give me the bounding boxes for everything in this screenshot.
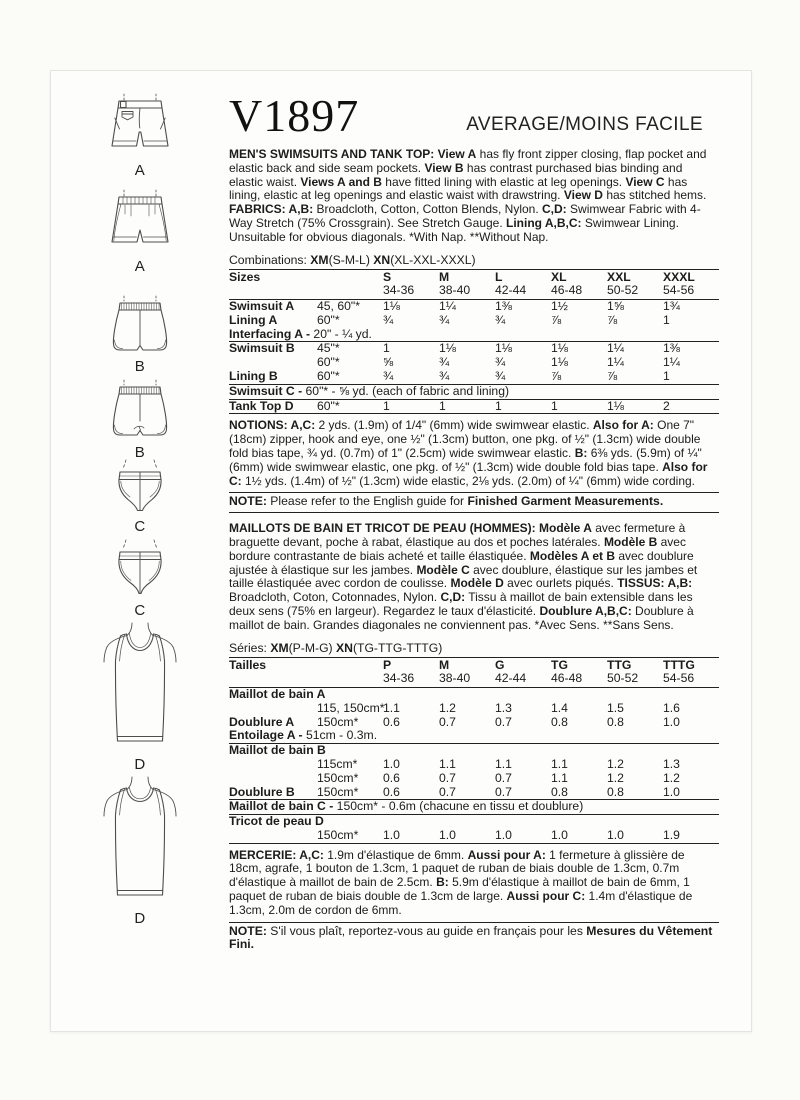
table-header-row [229, 270, 719, 300]
text-run: (P-M-G) [288, 640, 336, 655]
text-run: 1½ yds. (1.4m) of ½" (1.3cm) wide elastic, 2⅛ yds. (2.0m) of ¼" (6mm) wide cording. [241, 473, 696, 488]
table-cell: 150cm* [317, 770, 359, 785]
table-cell: ⅞ [607, 312, 618, 327]
table-cell: 0.7 [495, 770, 512, 785]
tank-d-back-drawing [96, 775, 184, 909]
text-run: MEN'S SWIMSUITS AND TANK TOP: [229, 147, 438, 161]
title-row [229, 87, 719, 139]
text-run: View C [625, 174, 665, 189]
table-cell: 60"* [317, 398, 340, 413]
text-run: 20" - ¼ yd. [310, 326, 372, 341]
table-cell: 1.1 [439, 756, 456, 771]
table-cell: Sizes [229, 269, 261, 284]
table-cell: S 34-36 [383, 269, 415, 297]
table-cell [229, 772, 317, 786]
text-run: Modèle D [450, 576, 504, 591]
table-cell: 1.3 [495, 700, 512, 715]
text-run: have fitted lining with elastic at leg openings. [381, 174, 626, 189]
table-cell: 0.7 [439, 714, 456, 729]
text-run: Broadcloth, Cotton, Cotton Blends, Nylon. [313, 202, 543, 217]
table-cell: 0.7 [495, 714, 512, 729]
text-run: Tricot de peau D [229, 814, 324, 829]
text-run: avec fermeture à braguette devant, poche à rabat, élastique au dos et poches latérales. [229, 521, 686, 549]
figure-label: A [134, 258, 146, 275]
text-run: NOTE: [229, 494, 267, 509]
text-run: Broadcloth, Coton, Cotonnades, Nylon. [229, 590, 441, 605]
table-cell: 0.6 [383, 770, 400, 785]
table-cell: 1.2 [439, 700, 456, 715]
text-run: View D [563, 188, 603, 203]
table-cell: Lining B [229, 368, 278, 383]
table-cell: 1¼ [607, 341, 624, 356]
tank-d-front-drawing [96, 621, 184, 755]
table-row [229, 688, 719, 702]
text-run: S'il vous plaît, reportez-vous au guide en français pour les [266, 923, 587, 938]
figure-label: B [134, 444, 146, 461]
text-run: 2 yds. (1.9m) of 1/4" (6mm) wide swimwear elastic. [315, 418, 593, 433]
table-cell: XXXL 54-56 [663, 269, 695, 297]
text-run: Please refer to the English guide for [266, 494, 468, 509]
text-run: XM [270, 640, 289, 655]
table-cell: 1 [551, 398, 558, 413]
table-cell: 1⅜ [663, 341, 680, 356]
text-run: has stitched hems. [602, 188, 707, 203]
text-run: 5.9m d'élastique à maillot de bain de 6mm, 1 paquet de ruban de biais double de 1.3cm de large. [229, 875, 690, 904]
text-run: 51cm - 0.3m. [302, 728, 378, 743]
table-cell: 1.5 [607, 700, 624, 715]
table-cell: XL 46-48 [551, 269, 583, 297]
table-cell: 1.0 [439, 827, 456, 842]
table-cell: Lining A [229, 312, 278, 327]
table-cell: 1.0 [495, 827, 512, 842]
text-run: MAILLOTS DE BAIN ET TRICOT DE PEAU (HOMMES): [229, 521, 539, 536]
combinations-line [229, 253, 719, 267]
table-cell: ¾ [439, 368, 450, 383]
table-cell: 0.8 [607, 714, 624, 729]
text-run: NOTE: [229, 923, 267, 938]
text-run: Aussi pour C: [506, 889, 586, 904]
table-row [229, 300, 719, 314]
table-cell: 1.0 [663, 784, 680, 799]
table-cell: 1.2 [607, 756, 624, 771]
text-run: Modèle B [603, 534, 658, 549]
text-run: 60"* - ⅝ yd. (each of fabric and lining) [302, 383, 510, 398]
text-run: Combinations: [229, 252, 311, 267]
text-run: has lining, elastic at leg openings and elastic waist with drawstring. [229, 174, 688, 203]
table-cell: 1¾ [663, 298, 680, 313]
briefs-c-back-drawing [106, 539, 174, 601]
table-cell: Swimsuit A [229, 298, 295, 313]
table-cell: 115cm* [317, 756, 358, 771]
text-run: Aussi pour A: [467, 847, 546, 862]
figure-view-d-front [96, 621, 184, 773]
text-run: 1.9m d'élastique de 6mm. [323, 847, 468, 862]
table-cell: 1⅛ [439, 341, 456, 356]
figure-view-a-back [104, 189, 176, 275]
table-row [229, 400, 719, 415]
english-note [229, 492, 719, 513]
text-run: Modèle C [416, 562, 470, 577]
table-row [229, 716, 719, 730]
table-cell: 1⅜ [495, 298, 512, 313]
figure-view-d-back [96, 775, 184, 927]
table-cell: 0.8 [551, 714, 568, 729]
table-cell: ⅞ [551, 368, 562, 383]
text-run: Lining A,B,C: [506, 215, 582, 230]
figure-view-a-front [104, 93, 176, 179]
table-cell: 0.7 [439, 770, 456, 785]
text-run: Finished Garment Measurements. [467, 494, 664, 509]
text-run: Entoilage A - [229, 728, 303, 743]
text-run: XN [373, 252, 391, 267]
text-run: Swimwear Lining. Unsuitable for obvious diagonals. *With Nap. **Without Nap. [229, 215, 679, 244]
table-cell: 60"* [317, 312, 340, 327]
table-cell: 1.1 [551, 770, 568, 785]
main-column [229, 87, 719, 955]
table-cell: 1.0 [551, 827, 568, 842]
table-cell [229, 758, 317, 772]
table-cell: XXL 50-52 [607, 269, 639, 297]
table-row [229, 829, 719, 844]
table-cell: 0.7 [439, 784, 456, 799]
table-cell: 1⅛ [383, 298, 400, 313]
table-row [229, 314, 719, 328]
text-run: 1 fermeture à glissière de 18cm, agrafe, 1 bouton de 1.3cm, 1 paquet de ruban de biais double de 1.3cm, 0.7m d'élastique à maillot de bain de 2.5cm. [229, 847, 685, 890]
table-cell: ¾ [495, 368, 506, 383]
french-description [229, 522, 719, 632]
table-cell: ¾ [383, 312, 394, 327]
table-cell: L 42-44 [495, 269, 527, 297]
mercerie-paragraph [229, 849, 719, 918]
table-cell: ¾ [383, 368, 394, 383]
table-cell [317, 271, 383, 297]
text-run: B: [574, 445, 588, 460]
text-run: MERCERIE: A,C: [229, 847, 324, 862]
table-cell: 1.0 [607, 827, 624, 842]
table-cell: P 34-36 [383, 657, 415, 685]
table-cell: Doublure B [229, 784, 295, 799]
table-cell: 1⅝ [607, 298, 624, 313]
figure-view-b-back [106, 379, 174, 461]
figure-view-b-front [106, 295, 174, 375]
text-run: 150cm* - 0.6m (chacune en tissu et doublure) [333, 799, 584, 814]
table-cell: 1 [383, 398, 390, 413]
table-cell: 1.1 [383, 700, 400, 715]
text-run: C,D: [440, 590, 466, 605]
text-run: has contrast purchased bias binding and elastic waist. [229, 160, 683, 189]
french-yardage-table [229, 657, 719, 844]
table-cell: 1 [663, 368, 670, 383]
text-run: XM [310, 252, 329, 267]
text-run: Séries: [229, 640, 271, 655]
text-run: XN [336, 640, 353, 655]
table-row [229, 815, 719, 829]
table-cell: ¾ [439, 355, 450, 370]
english-description [229, 148, 719, 245]
text-run: has fly front zipper closing, flap pocket and elastic back and side seam pockets. [229, 147, 707, 175]
table-cell: 115, 150cm* [317, 700, 385, 715]
table-row [229, 758, 719, 772]
table-cell: TTG 50-52 [607, 657, 639, 685]
table-cell: 1⅛ [551, 355, 568, 370]
figure-label: C [134, 518, 146, 535]
table-row [229, 786, 719, 801]
text-run: Doublure à maillot de bain. Grandes diagonales ne conviennent pas. *Avec Sens. **Sans Sens. [229, 603, 694, 632]
table-cell: 1.3 [663, 756, 680, 771]
table-cell [317, 659, 383, 685]
table-cell: 1¼ [663, 355, 680, 370]
text-run: avec bordure contrastante de biais acheté et taille élastiquée. [229, 534, 686, 563]
table-cell: 1 [663, 312, 670, 327]
table-cell: 1.2 [663, 770, 680, 785]
table-header-row [229, 658, 719, 688]
table-cell: 1.1 [551, 756, 568, 771]
figure-label: D [134, 756, 146, 773]
table-row [229, 800, 719, 815]
text-run: Doublure A,B,C: [539, 603, 632, 618]
notions-paragraph [229, 419, 719, 488]
text-run: Maillot de bain A [229, 686, 326, 701]
text-run: One 7" (18cm) zipper, hook and eye, one ½" (1.3cm) button, one pkg. of ½" (1.3cm) wide double fold bias tape, ¾ yd. (0.7m) of 1" (2.5cm) wide swimwear elastic. [229, 418, 701, 460]
table-cell: 1.2 [607, 770, 624, 785]
table-row [229, 370, 719, 385]
text-run: Maillot de bain B [229, 743, 326, 758]
table-row [229, 328, 719, 343]
table-cell: 1 [439, 398, 446, 413]
table-cell: ¾ [495, 355, 506, 370]
shorts-b-back-drawing [106, 379, 174, 443]
table-cell: Tailles [229, 657, 267, 672]
table-cell: M 38-40 [439, 269, 471, 297]
table-cell: 1¼ [439, 298, 456, 313]
table-cell: 2 [663, 398, 670, 413]
table-cell [229, 356, 317, 370]
table-cell: 1⅛ [607, 398, 624, 413]
table-row [229, 342, 719, 356]
text-run: View B [424, 160, 464, 175]
table-cell: 1⅛ [551, 341, 568, 356]
text-run: Modèles A et B [529, 548, 615, 563]
figure-view-c-front [106, 459, 174, 535]
table-row [229, 702, 719, 716]
text-run: Mesures du Vêtement Fini. [229, 923, 713, 952]
table-cell [229, 702, 317, 716]
table-cell: 0.6 [383, 714, 400, 729]
table-cell: Doublure A [229, 714, 295, 729]
figure-view-c-back [106, 539, 174, 619]
text-run: FABRICS: A,B: [229, 202, 314, 217]
text-run: avec doublure, élastique sur les jambes et taille élastiquée avec cordon de coulisse. [229, 562, 698, 591]
table-cell: ⅝ [383, 355, 394, 370]
pattern-envelope-back [50, 70, 752, 1032]
table-cell: 1½ [551, 298, 568, 313]
table-row [229, 356, 719, 370]
table-row [229, 729, 719, 744]
shorts-a-front-drawing [104, 93, 176, 161]
table-cell: ¾ [495, 312, 506, 327]
table-cell: ¾ [439, 312, 450, 327]
text-run: avec doublure ajustée à élastique sur les jambes. [229, 548, 694, 577]
table-cell: 45"* [317, 341, 340, 356]
shorts-a-back-drawing [104, 189, 176, 257]
series-line [229, 641, 719, 655]
table-cell: Swimsuit B [229, 341, 295, 356]
table-cell: 1¼ [607, 355, 624, 370]
text-run: 1.4m d'élastique de 1.3cm, 2.0m de cordon de 6mm. [229, 889, 693, 917]
text-run: (S-M-L) [328, 252, 374, 267]
table-cell: 1.9 [663, 827, 680, 842]
text-run: TISSUS: A,B: [617, 576, 693, 591]
figure-label: B [134, 358, 146, 375]
table-cell: 60"* [317, 368, 340, 383]
text-run: Swimwear Fabric with 4-Way Stretch (75% Crossgrain). See Stretch Gauge. [229, 202, 701, 230]
page-title: V1897 [229, 90, 360, 141]
table-cell: 0.8 [607, 784, 624, 799]
table-cell: 1.0 [383, 827, 400, 842]
shorts-b-front-drawing [106, 295, 174, 357]
table-cell: TG 46-48 [551, 657, 583, 685]
table-cell: ⅞ [607, 368, 618, 383]
table-cell: 1 [495, 398, 502, 413]
table-cell: 60"* [317, 355, 340, 370]
text-run: B: [436, 875, 449, 890]
table-cell: 150cm* [317, 784, 359, 799]
table-cell: 1.4 [551, 700, 568, 715]
table-cell: 1⅛ [495, 341, 512, 356]
text-run: C,D: [542, 202, 567, 217]
briefs-c-front-drawing [106, 459, 174, 517]
table-cell: Tank Top D [229, 398, 294, 413]
text-run: Swimsuit C - [229, 383, 303, 398]
table-cell: 1.0 [663, 714, 680, 729]
english-yardage-table [229, 269, 719, 415]
table-cell: 0.8 [551, 784, 568, 799]
table-cell: M 38-40 [439, 657, 471, 685]
text-run: Also for A: [592, 418, 654, 433]
table-cell: 0.6 [383, 784, 400, 799]
figure-label: A [134, 162, 146, 179]
table-cell: 1.1 [495, 756, 512, 771]
difficulty-label: AVERAGE/MOINS FACILE [466, 114, 703, 135]
text-run: (TG-TTG-TTTG) [352, 640, 443, 655]
table-row [229, 385, 719, 400]
table-cell: 150cm* [317, 827, 359, 842]
table-cell: 0.7 [495, 784, 512, 799]
table-cell: TTTG 54-56 [663, 657, 695, 685]
text-run: 6⅜ yds. (5.9m) of ¼" (6mm) wide swimwear elastic, one pkg. of ½" (1.3cm) wide double fold bias tape. [229, 445, 702, 474]
text-run: Modèle A [539, 521, 592, 536]
text-run: Interfacing A - [229, 326, 311, 341]
table-cell: G 42-44 [495, 657, 527, 685]
table-cell: 45, 60"* [317, 298, 360, 313]
french-note [229, 922, 719, 956]
table-cell [229, 829, 317, 843]
text-run: Also for C: [229, 459, 708, 488]
text-run: Tissu à maillot de bain extensible dans les deux sens (75% en largeur). Regardez le taux d'élasticité. [229, 590, 693, 618]
table-row [229, 772, 719, 786]
table-cell: 1.0 [383, 756, 400, 771]
text-run: (XL-XXL-XXXL) [390, 252, 476, 267]
text-run: NOTIONS: A,C: [229, 418, 316, 433]
text-run: Maillot de bain C - [229, 799, 334, 814]
text-run: View A [437, 147, 477, 161]
table-cell: 1 [383, 341, 390, 356]
text-run: avec ourlets piqués. [503, 576, 618, 591]
table-cell: 150cm* [317, 714, 359, 729]
table-cell: ⅞ [551, 312, 562, 327]
table-cell: 1.6 [663, 700, 680, 715]
table-row [229, 744, 719, 758]
figure-label: D [134, 910, 146, 927]
text-run: Views A and B [300, 174, 382, 189]
figure-label: C [134, 602, 146, 619]
garment-drawings-column [51, 71, 229, 1031]
